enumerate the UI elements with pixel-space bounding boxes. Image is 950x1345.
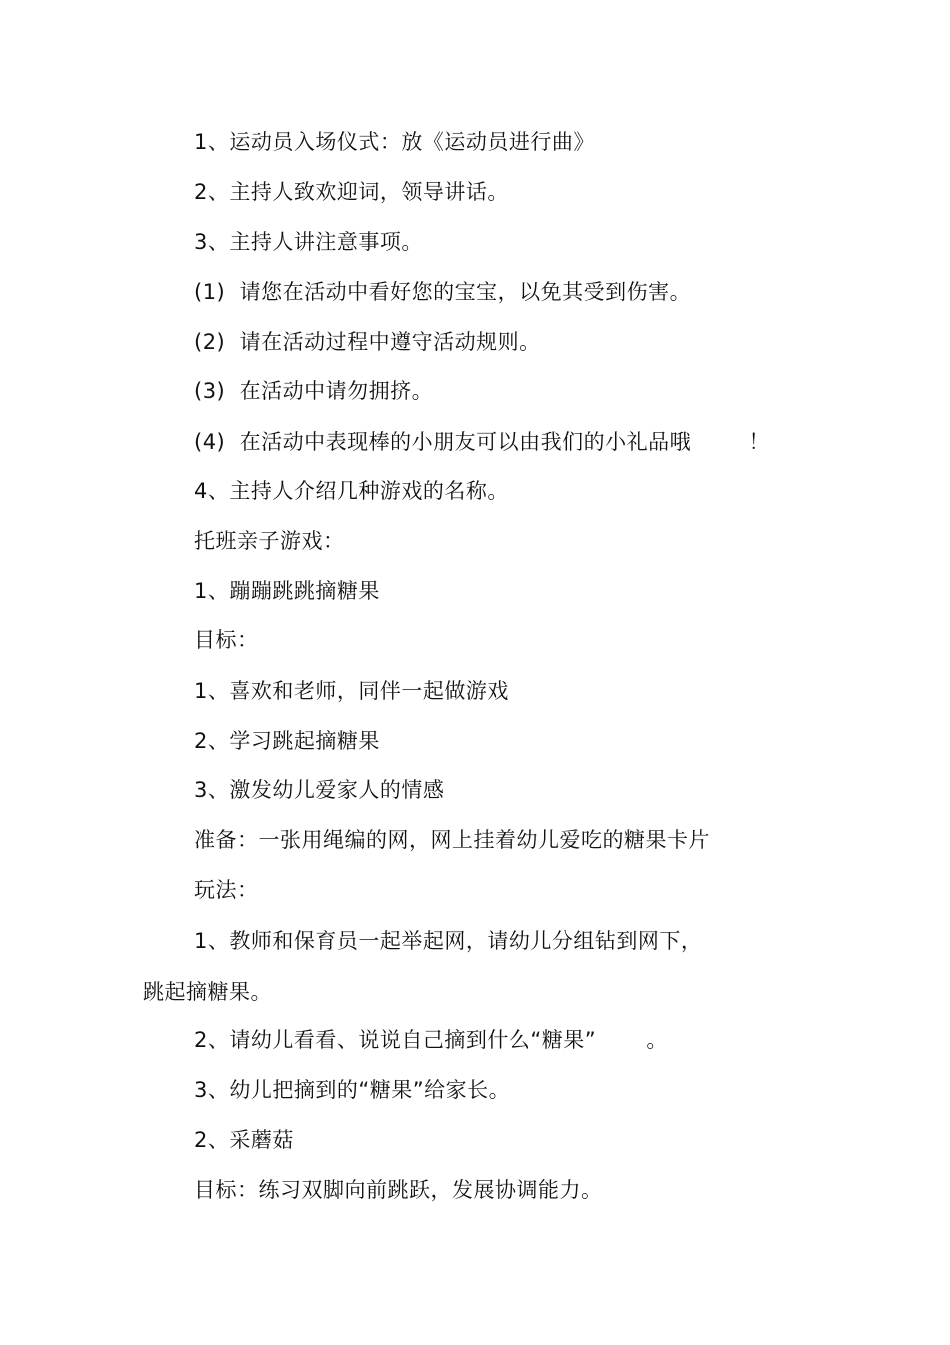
- text-line: 2、主持人致欢迎词，领导讲话。: [194, 180, 509, 204]
- text-line: 1、教师和保育员一起举起网，请幼儿分组钻到网下，: [194, 929, 703, 953]
- text-line: 1、喜欢和老师，同伴一起做游戏: [194, 679, 509, 703]
- text-line: 4、主持人介绍几种游戏的名称。: [194, 479, 509, 503]
- game-title: 1、蹦蹦跳跳摘糖果: [194, 579, 380, 603]
- text-line: 目标：: [194, 628, 259, 652]
- text-line: (3) 在活动中请勿拥挤。: [194, 379, 434, 403]
- text-line: (4) 在活动中表现棒的小朋友可以由我们的小礼品哦 ！: [194, 430, 770, 454]
- text-line: 玩法：: [194, 878, 259, 902]
- text-line: 3、幼儿把摘到的“糖果”给家长。: [194, 1078, 511, 1102]
- text-line: 目标：练习双脚向前跳跃，发展协调能力。: [194, 1178, 603, 1202]
- game-title: 2、采蘑菇: [194, 1128, 294, 1152]
- text-line: (1) 请您在活动中看好您的宝宝，以免其受到伤害。: [194, 280, 692, 304]
- text-line: 3、激发幼儿爱家人的情感: [194, 778, 445, 802]
- text-line: (2) 请在活动过程中遵守活动规则。: [194, 330, 541, 354]
- text-line: 2、请幼儿看看、说说自己摘到什么“糖果” 。: [194, 1028, 668, 1052]
- text-line: 1、运动员入场仪式：放《运动员进行曲》: [194, 130, 595, 154]
- text-line: 准备：一张用绳编的网，网上挂着幼儿爱吃的糖果卡片: [194, 828, 710, 852]
- text-line-continuation: 跳起摘糖果。: [143, 980, 272, 1004]
- text-line: 3、主持人讲注意事项。: [194, 230, 423, 254]
- text-line: 2、学习跳起摘糖果: [194, 729, 380, 753]
- section-heading: 托班亲子游戏：: [194, 529, 345, 553]
